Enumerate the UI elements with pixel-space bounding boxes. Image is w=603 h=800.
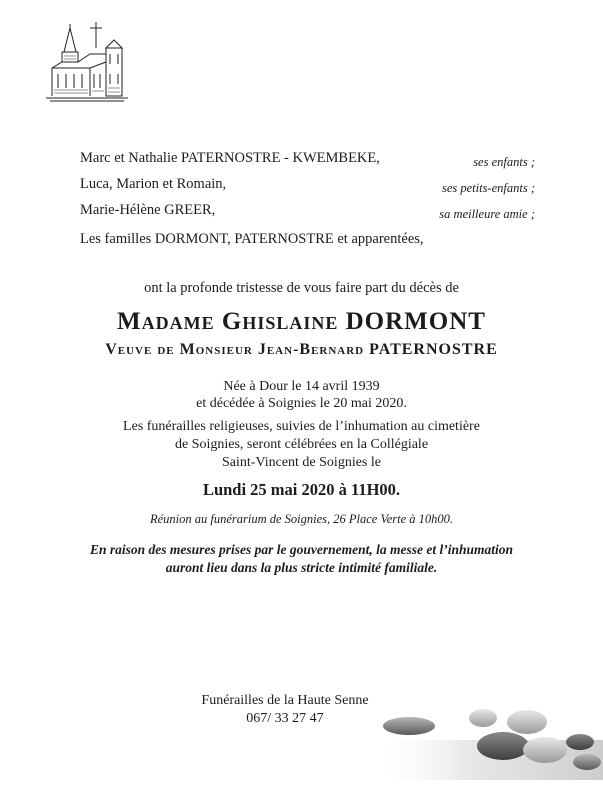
intro-text: ont la profonde tristesse de vous faire part du décès de — [144, 280, 459, 296]
church-icon — [44, 18, 130, 104]
family-row — [80, 202, 535, 224]
birth-info — [0, 378, 603, 412]
family-name: Les familles DORMONT, PATERNOSTRE et apparentées, — [80, 231, 424, 247]
family-row — [80, 231, 535, 253]
birth-line: Née à Dour le 14 avril 1939 — [223, 379, 380, 394]
deceased-name: Madame Ghislaine DORMONT — [117, 308, 486, 335]
undertaker-phone: 067/ 33 27 47 — [246, 711, 324, 726]
notice-line: auront lieu dans la plus stricte intimité familiale. — [165, 560, 438, 575]
funeral-line: Les funérailles religieuses, suivies de l’inhumation au cimetière — [123, 419, 480, 434]
family-row — [80, 176, 535, 198]
deceased-widow: Veuve de Monsieur Jean-Bernard PATERNOSTRE — [105, 341, 498, 358]
undertaker-info — [200, 692, 370, 728]
family-name: Marie-Hélène GREER, — [80, 202, 216, 218]
undertaker-name: Funérailles de la Haute Senne — [201, 693, 369, 708]
family-name: Luca, Marion et Romain, — [80, 176, 227, 192]
family-role: ses petits-enfants ; — [441, 181, 535, 195]
family-role: ses enfants ; — [473, 155, 535, 169]
pebbles-icon — [375, 700, 603, 780]
notice-line: En raison des mesures prises par le gouvernement, la messe et l’inhumation — [89, 542, 514, 557]
funeral-info — [0, 418, 603, 472]
funeral-line: Saint-Vincent de Soignies le — [222, 455, 381, 470]
family-name: Marc et Nathalie PATERNOSTRE - KWEMBEKE, — [80, 150, 380, 166]
funeral-date: Lundi 25 mai 2020 à 11H00. — [202, 480, 401, 499]
funeral-line: de Soignies, seront célébrées en la Collégiale — [174, 437, 429, 452]
family-role: sa meilleure amie ; — [439, 207, 535, 221]
reunion-info: Réunion au funérarium de Soignies, 26 Place Verte à 10h00. — [149, 512, 454, 526]
covid-notice — [0, 541, 603, 577]
family-row — [80, 150, 535, 172]
death-line: et décédée à Soignies le 20 mai 2020. — [196, 396, 407, 411]
